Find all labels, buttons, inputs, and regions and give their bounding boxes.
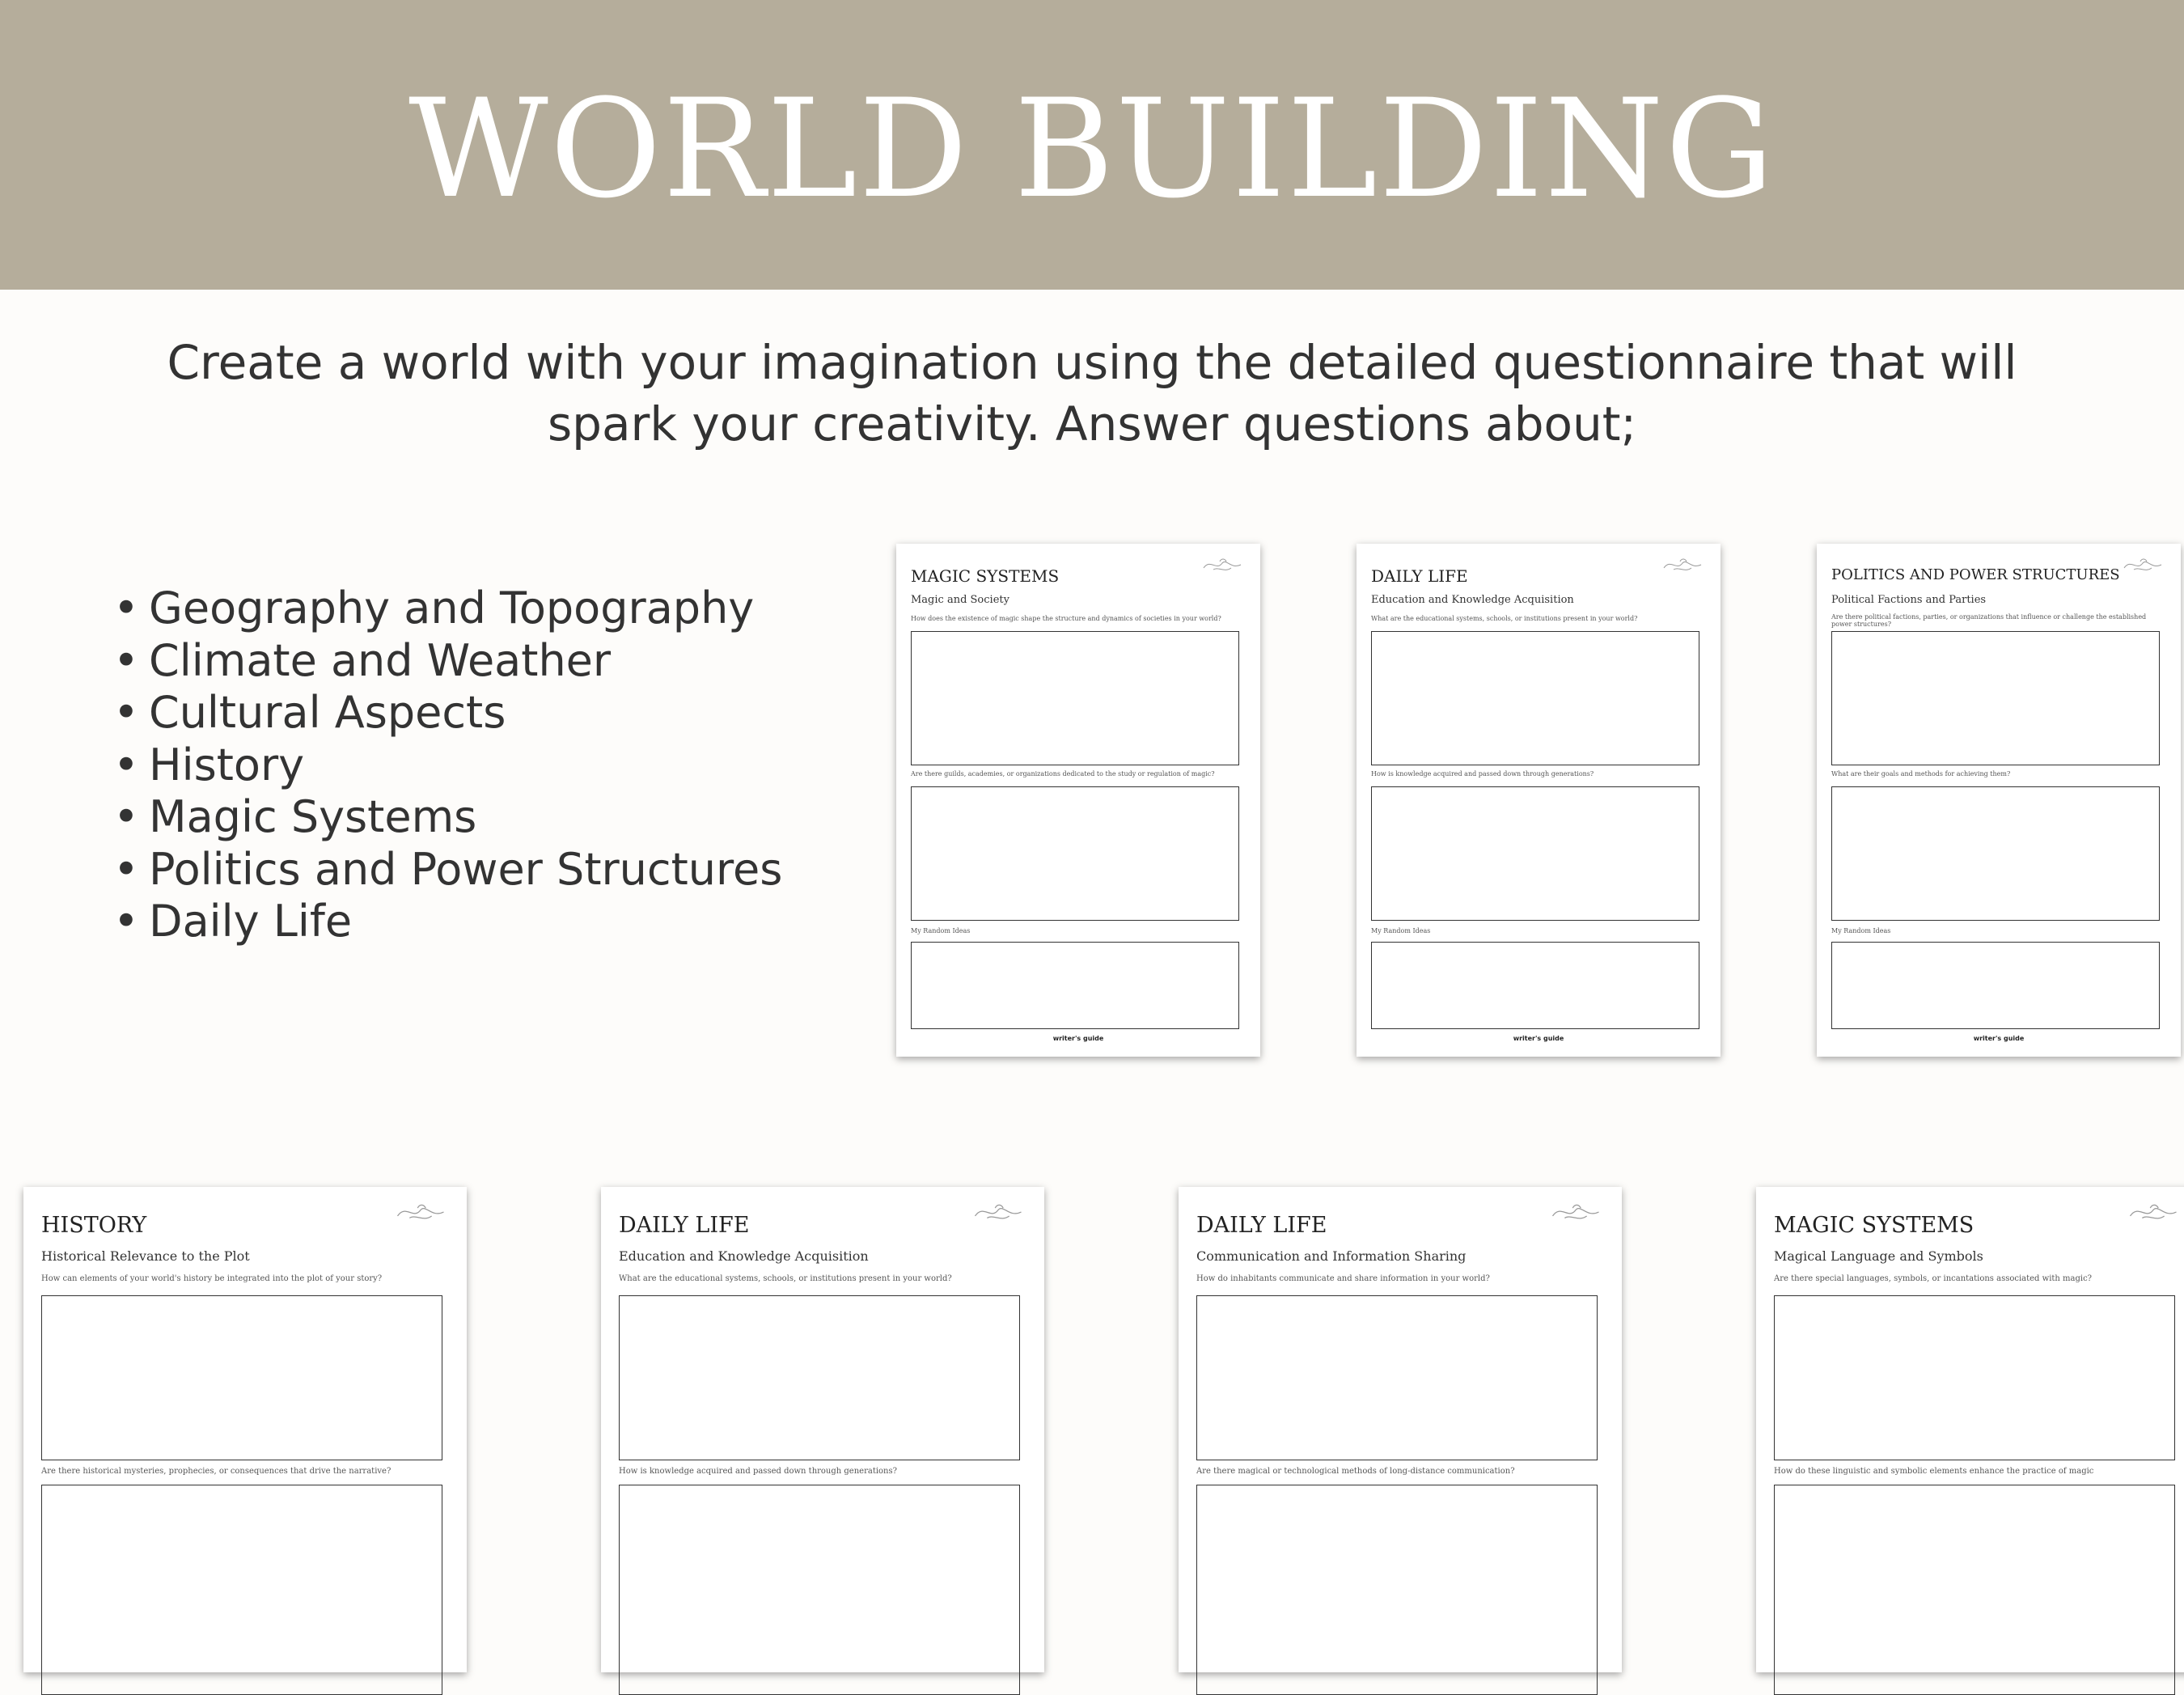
sheet-question-1: Are there special languages, symbols, or incantations associated with magic? xyxy=(1774,1274,2093,1283)
answer-box xyxy=(1774,1485,2175,1695)
worksheet-preview-history xyxy=(23,1187,467,1672)
topic-label: Magic Systems xyxy=(149,791,477,842)
sheet-question-1: How do inhabitants communicate and share information in your world? xyxy=(1196,1274,1490,1283)
worksheet-preview-daily-life-communication xyxy=(1179,1187,1622,1672)
answer-box xyxy=(1831,786,2160,921)
list-item xyxy=(113,739,782,792)
sheet-question-1: What are the educational systems, schools, or institutions present in your world? xyxy=(619,1274,952,1283)
bullet-icon: • xyxy=(113,791,139,842)
list-item xyxy=(113,583,782,635)
answer-box xyxy=(41,1295,442,1460)
sheet-question-3: My Random Ideas xyxy=(911,927,971,934)
answer-box xyxy=(619,1485,1020,1695)
bullet-icon: • xyxy=(113,687,139,738)
worksheet-preview-magic-language xyxy=(1756,1187,2184,1672)
topic-label: Geography and Topography xyxy=(149,583,755,634)
list-item xyxy=(113,635,782,688)
sheet-subtitle: Magic and Society xyxy=(911,594,1009,606)
bullet-icon: • xyxy=(113,843,139,895)
answer-box xyxy=(1831,942,2160,1029)
sheet-footer: writer's guide xyxy=(1052,1035,1104,1042)
list-item xyxy=(113,844,782,896)
sheet-footer: writer's guide xyxy=(1973,1035,2025,1042)
list-item xyxy=(113,687,782,739)
worksheet-preview-magic-systems xyxy=(896,544,1260,1057)
sheet-question-2: Are there magical or technological methods of long-distance communication? xyxy=(1196,1467,1515,1476)
sheet-question-1: Are there political factions, parties, or organizations that influence or challenge the established power structures? xyxy=(1831,613,2147,628)
sheet-question-2: Are there guilds, academies, or organizations dedicated to the study or regulation of magic? xyxy=(911,770,1215,778)
answer-box xyxy=(1371,786,1699,921)
sheet-question-2: What are their goals and methods for achieving them? xyxy=(1831,770,2011,778)
bullet-icon: • xyxy=(113,583,139,634)
sheet-title: HISTORY xyxy=(41,1213,147,1238)
answer-box xyxy=(1774,1295,2175,1460)
sheet-title: MAGIC SYSTEMS xyxy=(911,566,1060,586)
bullet-icon: • xyxy=(113,634,139,686)
sheet-question-1: What are the educational systems, schools, or institutions present in your world? xyxy=(1371,615,1638,622)
topic-label: Cultural Aspects xyxy=(149,687,506,738)
sheet-question-2: How do these linguistic and symbolic elements enhance the practice of magic xyxy=(1774,1467,2094,1476)
answer-box xyxy=(1196,1485,1598,1695)
list-item xyxy=(113,791,782,844)
topic-label: Daily Life xyxy=(149,896,353,947)
topic-list xyxy=(113,583,782,948)
answer-box xyxy=(911,631,1239,765)
intro-line-2: spark your creativity. Answer questions about; xyxy=(547,396,1637,451)
sheet-title: DAILY LIFE xyxy=(1196,1213,1327,1238)
sheet-question-2: How is knowledge acquired and passed down through generations? xyxy=(619,1467,897,1476)
list-item xyxy=(113,896,782,948)
sheet-subtitle: Magical Language and Symbols xyxy=(1774,1248,1983,1264)
intro-line-1: Create a world with your imagination using the detailed questionnaire that will xyxy=(167,335,2017,390)
sheet-subtitle: Political Factions and Parties xyxy=(1831,594,1987,606)
sheet-subtitle: Communication and Information Sharing xyxy=(1196,1248,1467,1264)
flourish-icon xyxy=(973,1200,1023,1224)
sheet-title: DAILY LIFE xyxy=(619,1213,750,1238)
answer-box xyxy=(1371,631,1699,765)
flourish-icon xyxy=(396,1200,446,1224)
flourish-icon xyxy=(1662,555,1703,574)
flourish-icon xyxy=(1551,1200,1601,1224)
sheet-question-3: My Random Ideas xyxy=(1371,927,1431,934)
answer-box xyxy=(1831,631,2160,765)
bullet-icon: • xyxy=(113,896,139,947)
topic-label: Politics and Power Structures xyxy=(149,843,783,895)
sheet-question-1: How does the existence of magic shape the structure and dynamics of societies in your world? xyxy=(911,615,1221,622)
sheet-question-2: How is knowledge acquired and passed down through generations? xyxy=(1371,770,1594,778)
topic-label: History xyxy=(149,739,305,790)
sheet-title: POLITICS AND POWER STRUCTURES xyxy=(1831,566,2120,583)
flourish-icon xyxy=(1202,555,1242,574)
answer-box xyxy=(911,942,1239,1029)
sheet-question-3: My Random Ideas xyxy=(1831,927,1891,934)
sheet-footer: writer's guide xyxy=(1513,1035,1564,1042)
sheet-subtitle: Education and Knowledge Acquisition xyxy=(619,1248,869,1264)
flourish-icon xyxy=(2128,1200,2178,1224)
bullet-icon: • xyxy=(113,739,139,790)
title-banner xyxy=(0,0,2184,290)
sheet-subtitle: Historical Relevance to the Plot xyxy=(41,1248,250,1264)
answer-box xyxy=(619,1295,1020,1460)
topic-label: Climate and Weather xyxy=(149,634,612,686)
intro-text xyxy=(0,332,2184,455)
answer-box xyxy=(41,1485,442,1695)
answer-box xyxy=(1371,942,1699,1029)
sheet-title: MAGIC SYSTEMS xyxy=(1774,1213,1974,1238)
answer-box xyxy=(1196,1295,1598,1460)
worksheet-preview-daily-life xyxy=(1357,544,1721,1057)
sheet-question-1: How can elements of your world's history be integrated into the plot of your story? xyxy=(41,1274,383,1283)
worksheet-preview-politics xyxy=(1817,544,2181,1057)
sheet-subtitle: Education and Knowledge Acquisition xyxy=(1371,594,1574,606)
page-title: WORLD BUILDING xyxy=(408,70,1776,228)
answer-box xyxy=(911,786,1239,921)
sheet-question-2: Are there historical mysteries, prophecies, or consequences that drive the narrative? xyxy=(41,1467,392,1476)
flourish-icon xyxy=(2123,555,2163,574)
sheet-title: DAILY LIFE xyxy=(1371,566,1468,586)
worksheet-preview-daily-life-education xyxy=(601,1187,1044,1672)
